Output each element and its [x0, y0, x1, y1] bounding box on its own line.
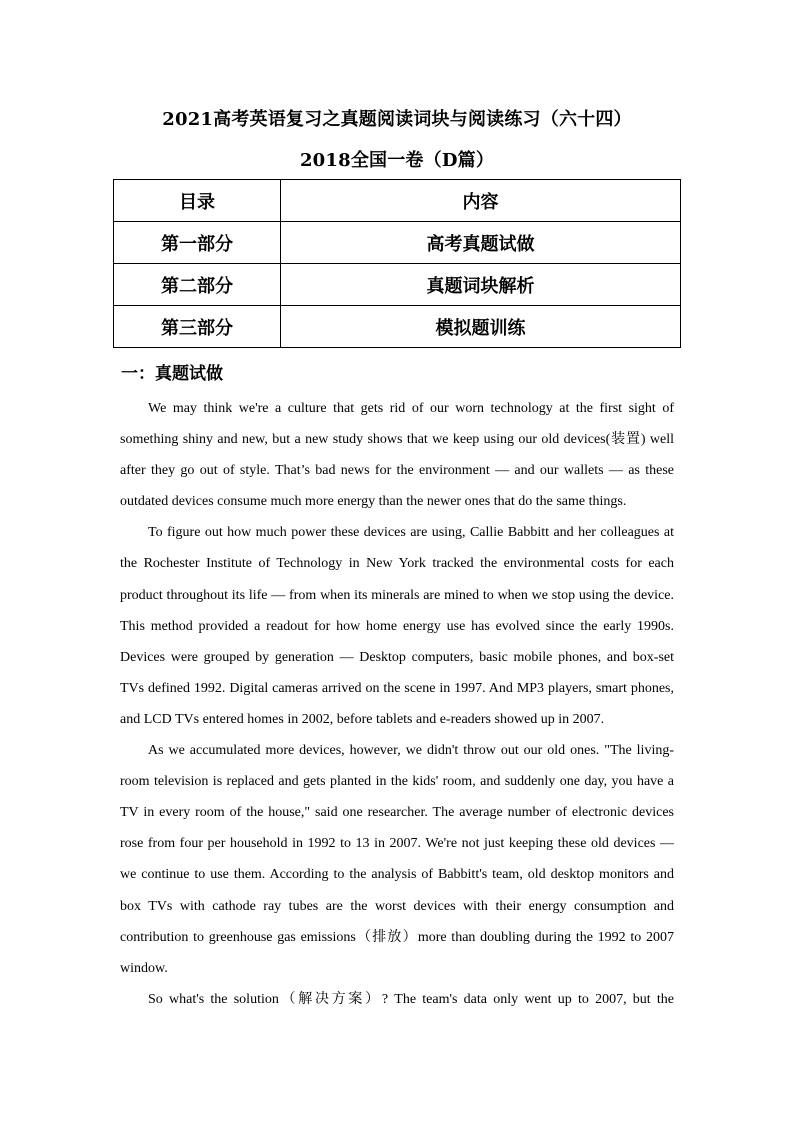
contents-table-header-row: [114, 180, 681, 222]
contents-part-label: 第一部分: [114, 222, 281, 264]
contents-part-content: 真题词块解析: [281, 264, 681, 306]
document-subtitle: 2018全国一卷（D篇）: [299, 150, 495, 171]
section-heading: 一：真题试做: [121, 364, 223, 384]
contents-table-row: [114, 306, 681, 348]
contents-part-content: 高考真题试做: [281, 222, 681, 264]
contents-part-content: 模拟题训练: [281, 306, 681, 348]
passage-paragraph-3: As we accumulated more devices, however, we didn't throw out our old ones. "The living-room television is replaced and gets planted in the kids' room, and suddenly one day, you have a TV in every room of the house," said one researcher. The average number of electronic devices rose from four per household in 1992 to 13 in 2007. We're not just keeping these old devices — we continue to use them. According to the analysis of Babbitt's team, old desktop monitors and box TVs with cathode ray tubes are the worst devices with their energy consumption and contribution to greenhouse gas emissions（排放）more than doubling during the 1992 to 2007 window.: [120, 743, 674, 976]
contents-table: [113, 179, 681, 348]
contents-table-row: [114, 222, 681, 264]
passage-paragraph-1: We may think we're a culture that gets rid of our worn technology at the first sight of something shiny and new, but a new study shows that we keep using our old devices(装置) well after they go out of style. That’s bad news for the environment — and our wallets — as these outdated devices consume much more energy than the newer ones that do the same things.: [120, 401, 674, 510]
contents-part-label: 第三部分: [114, 306, 281, 348]
passage-paragraph-4: So what's the solution（解决方案）? The team's data only went up to 2007, but the: [148, 991, 674, 1007]
reading-passage: [120, 393, 674, 1015]
passage-paragraph-2: To figure out how much power these devices are using, Callie Babbitt and her colleagues at the Rochester Institute of Technology in New York tracked the environmental costs for each product throughout its life — from when its minerals are mined to when we stop using the device. This method provided a readout for how home energy use has evolved since the early 1990s. Devices were grouped by generation — Desktop computers, basic mobile phones, and box-set TVs defined 1992. Digital cameras arrived on the scene in 1997. And MP3 players, smart phones, and LCD TVs entered homes in 2002, before tablets and e-readers showed up in 2007.: [120, 525, 674, 727]
contents-header-catalog: 目录: [114, 180, 281, 222]
contents-table-row: [114, 264, 681, 306]
contents-part-label: 第二部分: [114, 264, 281, 306]
document-title: 2021高考英语复习之真题阅读词块与阅读练习（六十四）: [162, 109, 632, 130]
contents-header-content: 内容: [281, 180, 681, 222]
